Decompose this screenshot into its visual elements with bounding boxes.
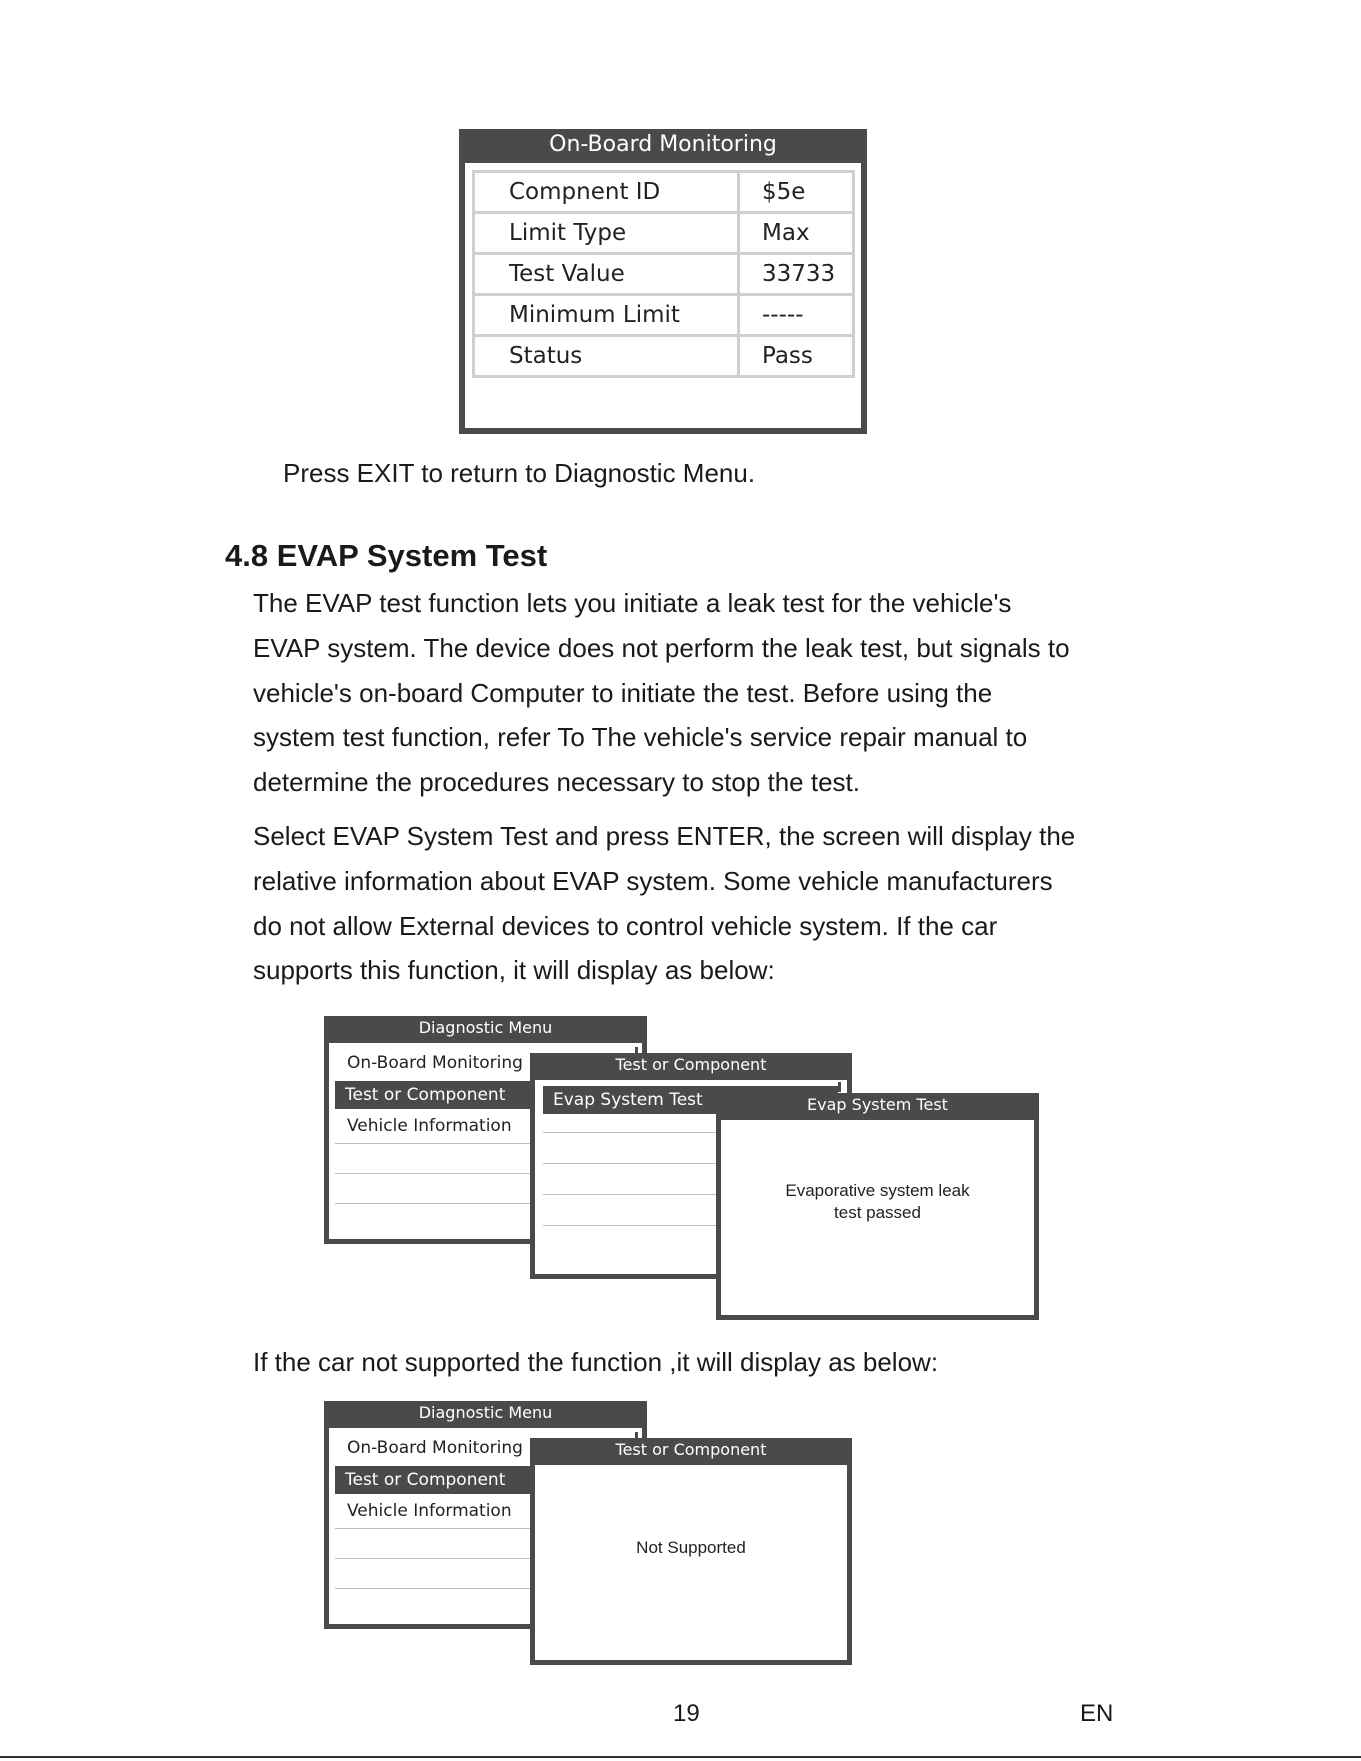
table-row [474, 336, 854, 377]
bottom-rule [0, 1756, 1361, 1758]
result-message [721, 1180, 1034, 1224]
language-label: EN [1080, 1700, 1114, 1727]
result-line: test passed [834, 1203, 921, 1222]
on-board-monitoring-screen [459, 129, 867, 434]
exit-instruction: Press EXIT to return to Diagnostic Menu. [283, 458, 756, 488]
screen-title: Test or Component [615, 1055, 767, 1074]
paragraph-line: determine the procedures necessary to stop the test. [253, 767, 861, 798]
row-value: $5e [739, 172, 854, 213]
paragraph-line: The EVAP test function lets you initiate a leak test for the vehicle's [253, 588, 1012, 618]
screen-title: Test or Component [615, 1440, 767, 1459]
unsupported-instruction: If the car not supported the function ,it will display as below: [253, 1347, 939, 1377]
row-label: Status [474, 336, 739, 377]
paragraph-line: EVAP system. The device does not perform the leak test, but signals to [253, 632, 1070, 663]
screen-title: Diagnostic Menu [418, 1403, 553, 1422]
page-number: 19 [673, 1700, 700, 1727]
section-heading: 4.8 EVAP System Test [225, 538, 548, 573]
menu-item-vehicle-information[interactable]: Vehicle Information [347, 1116, 512, 1136]
paragraph-line: Select EVAP System Test and press ENTER, the screen will display the [253, 821, 1076, 851]
screen-body [465, 163, 861, 428]
menu-item-on-board-monitoring[interactable]: On-Board Monitoring [347, 1438, 523, 1458]
screen-title: Diagnostic Menu [418, 1018, 553, 1037]
table-row [474, 295, 854, 336]
screen-body [721, 1120, 1034, 1315]
test-or-component-screen [530, 1438, 852, 1665]
paragraph-evap-select [253, 814, 1075, 993]
row-value: 33733 [739, 254, 854, 295]
row-label: Limit Type [474, 213, 739, 254]
table-row [474, 254, 854, 295]
paragraph-evap-intro [253, 581, 1070, 805]
row-value: ----- [739, 295, 854, 336]
menu-item-test-or-component[interactable]: Test or Component [335, 1081, 635, 1109]
screen-title: Evap System Test [807, 1095, 948, 1114]
evap-system-test-screen [716, 1093, 1039, 1320]
paragraph-line: do not allow External devices to control vehicle system. If the car [253, 910, 998, 941]
row-value: Max [739, 213, 854, 254]
table-row [474, 172, 854, 213]
screen-title: On-Board Monitoring [549, 132, 777, 157]
menu-item-vehicle-information[interactable]: Vehicle Information [347, 1501, 512, 1521]
menu-item-evap-system-test[interactable]: Evap System Test [543, 1086, 838, 1114]
row-label: Minimum Limit [474, 295, 739, 336]
paragraph-line: system test function, refer To The vehicle's service repair manual to [253, 722, 1028, 753]
paragraph-line: relative information about EVAP system. Some vehicle manufacturers [253, 865, 1053, 896]
row-label: Test Value [474, 254, 739, 295]
screen-body [535, 1465, 847, 1660]
scrollbar[interactable] [838, 1082, 841, 1092]
row-label: Compnent ID [474, 172, 739, 213]
result-line: Evaporative system leak [785, 1181, 970, 1200]
paragraph-line: supports this function, it will display as below: [253, 955, 775, 986]
row-value: Pass [739, 336, 854, 377]
menu-item-on-board-monitoring[interactable]: On-Board Monitoring [347, 1053, 523, 1073]
not-supported-message: Not Supported [636, 1538, 746, 1557]
table-row [474, 213, 854, 254]
obm-data-table [472, 170, 855, 378]
menu-item-test-or-component[interactable]: Test or Component [335, 1466, 635, 1494]
paragraph-line: vehicle's on-board Computer to initiate the test. Before using the [253, 677, 993, 708]
